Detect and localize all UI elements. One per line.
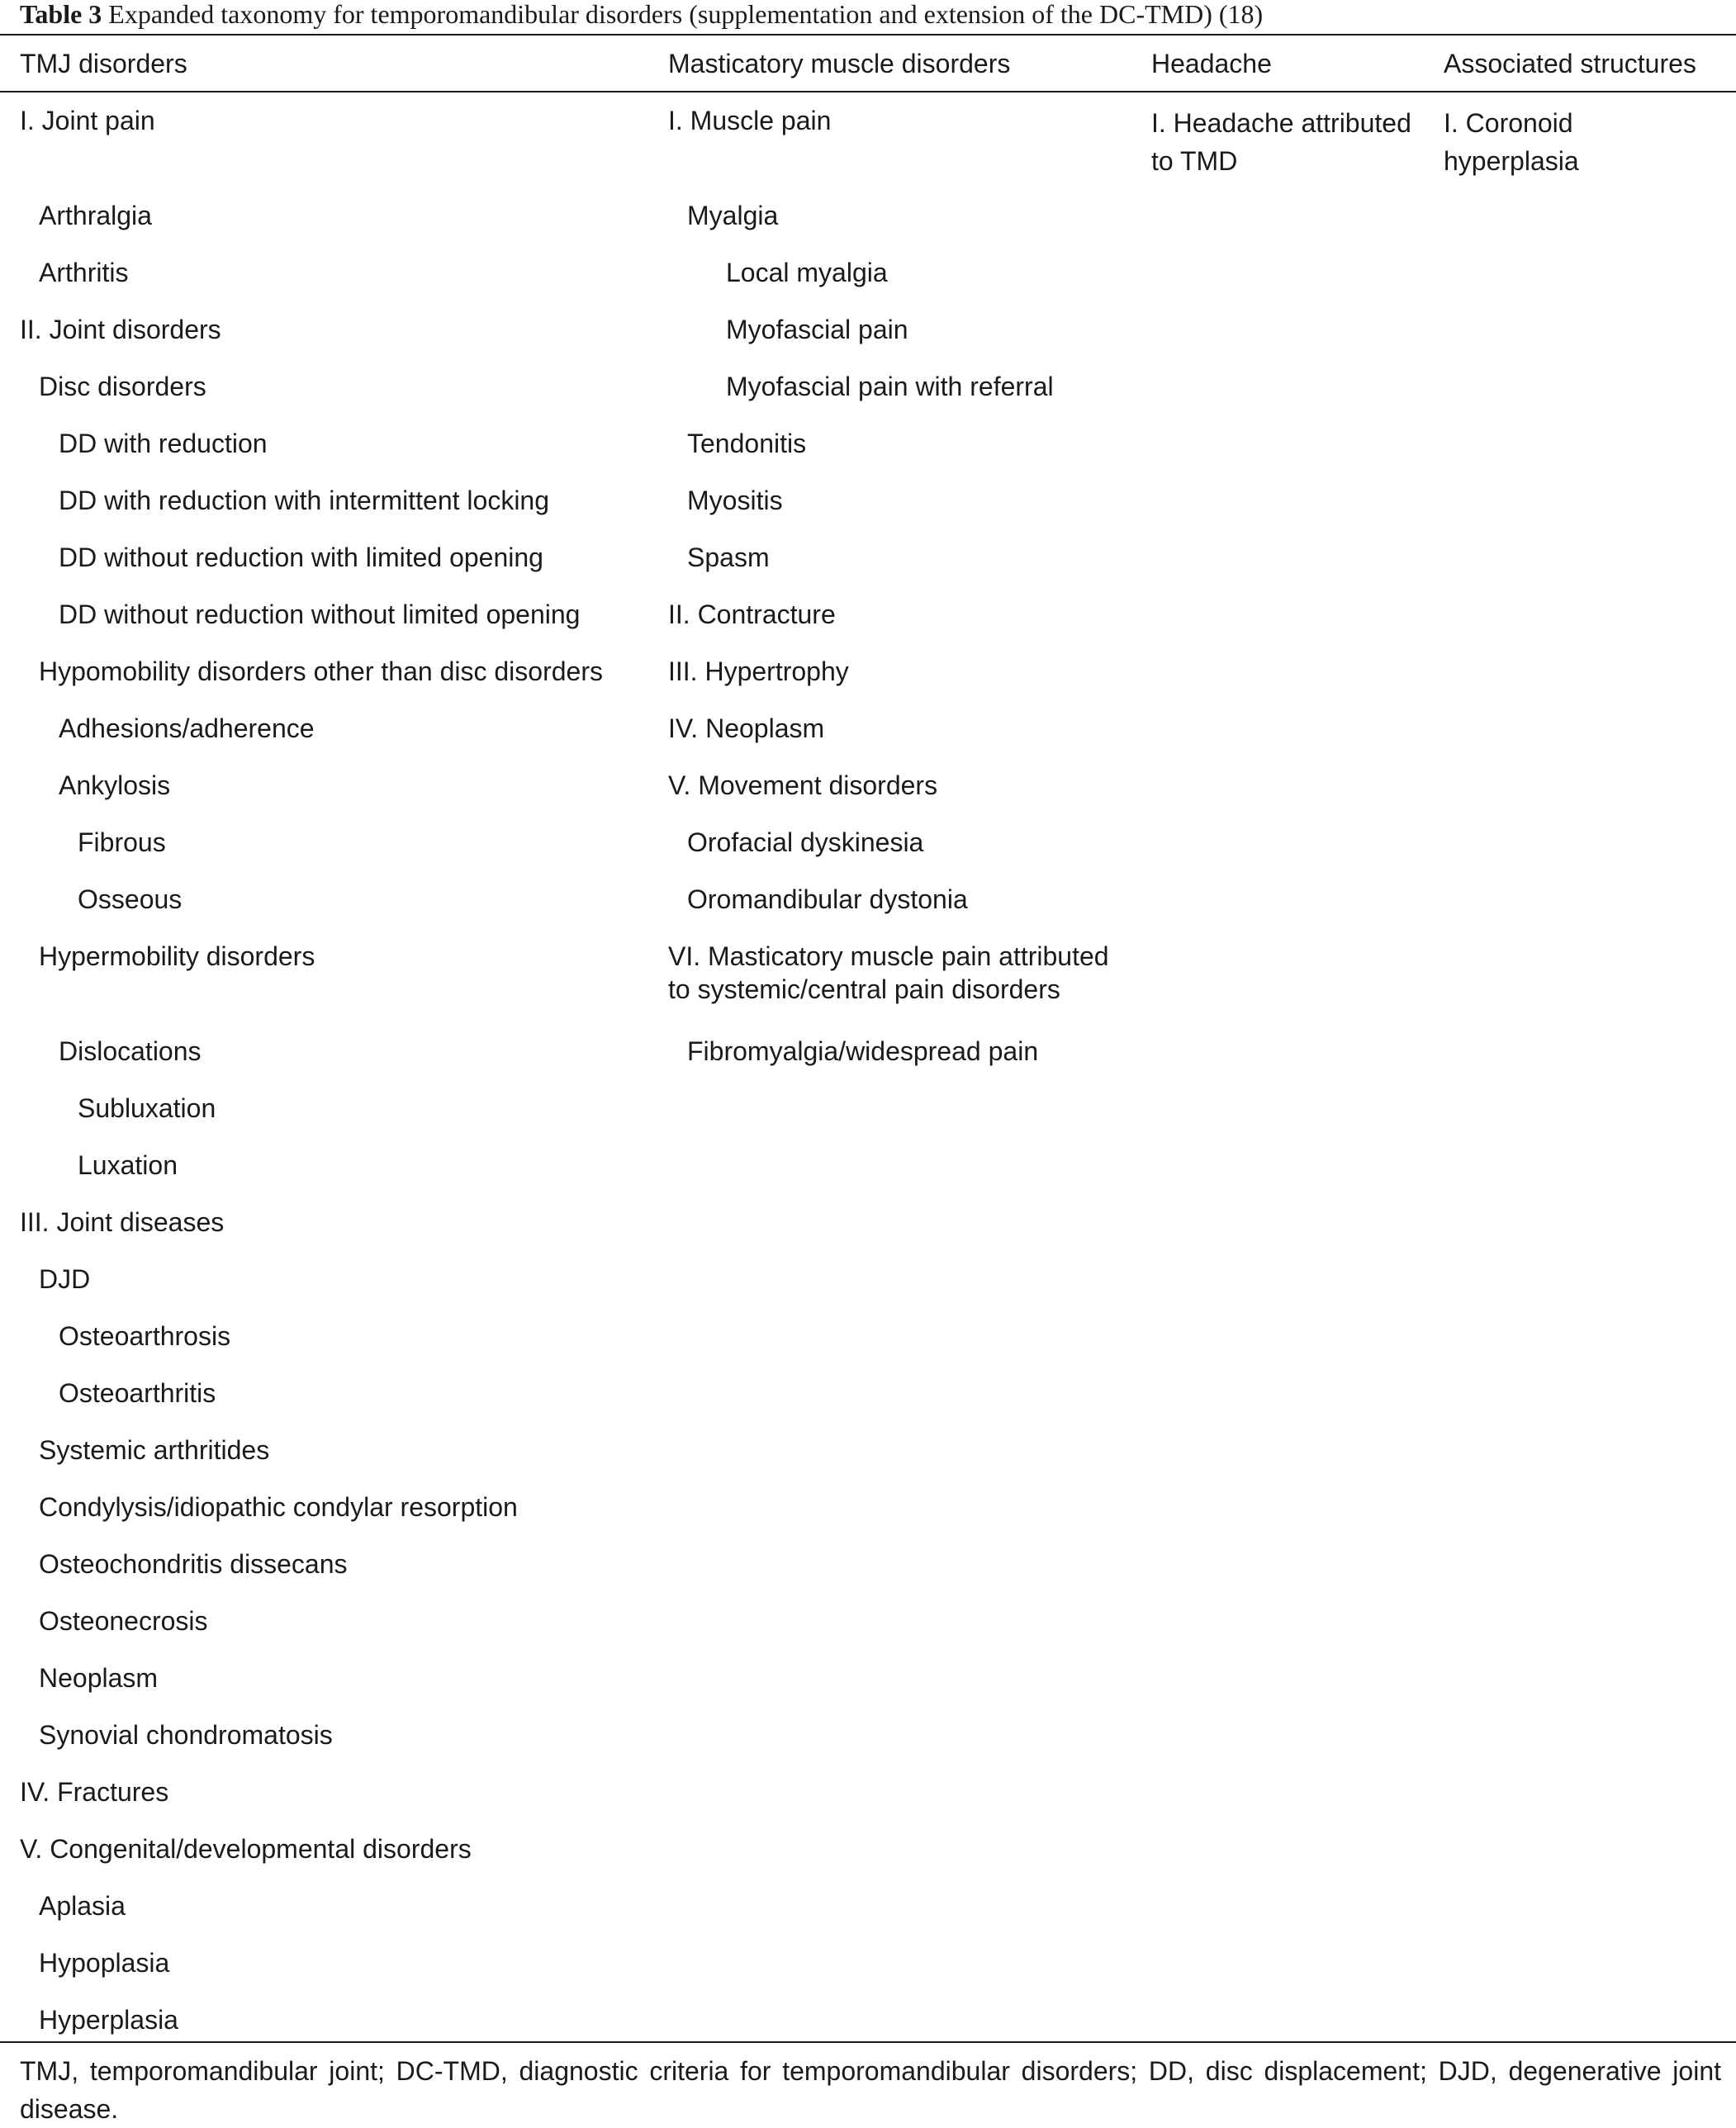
masticatory-muscle-disorders-column xyxy=(668,104,1131,1092)
tmj-disorder-item: DD with reduction xyxy=(59,429,268,458)
tmj-disorder-item: Disc disorders xyxy=(39,372,206,401)
top-rule xyxy=(0,34,1736,36)
masticatory-muscle-disorder-item: III. Hypertrophy xyxy=(668,656,849,686)
tmj-disorder-item: DD with reduction with intermittent locking xyxy=(59,486,550,515)
table-title: Expanded taxonomy for temporomandibular disorders (supplementation and extension of the DC-TMD) (18) xyxy=(108,0,1264,29)
tmj-disorder-item: Subluxation xyxy=(78,1093,216,1123)
masticatory-muscle-disorder-item: Fibromyalgia/widespread pain xyxy=(687,1036,1039,1066)
tmj-disorder-item: IV. Fractures xyxy=(20,1777,169,1807)
tmj-disorder-item: DD without reduction with limited opening xyxy=(59,543,543,572)
masticatory-muscle-disorder-item: Myositis xyxy=(687,486,783,515)
masticatory-muscle-disorder-item: Spasm xyxy=(687,543,770,572)
masticatory-muscle-disorder-item: Local myalgia xyxy=(726,258,888,287)
tmj-disorder-item: Hypoplasia xyxy=(39,1948,170,1978)
tmj-disorder-item: Hyperplasia xyxy=(39,2005,178,2035)
tmj-disorder-item: Luxation xyxy=(78,1150,178,1180)
tmj-disorders-column xyxy=(20,104,603,2060)
tmj-disorder-item: Fibrous xyxy=(78,827,166,857)
tmj-disorder-item: DJD xyxy=(39,1264,91,1294)
tmj-disorder-item: Osseous xyxy=(78,884,183,914)
tmj-disorder-item: II. Joint disorders xyxy=(20,315,221,344)
masticatory-muscle-disorder-item: I. Muscle pain xyxy=(668,106,832,135)
tmj-disorder-item: Aplasia xyxy=(39,1891,126,1921)
masticatory-muscle-disorder-item: II. Contracture xyxy=(668,600,836,629)
bottom-rule xyxy=(0,2041,1736,2043)
table-caption xyxy=(20,0,1263,28)
column-header-headache: Headache xyxy=(1151,49,1272,78)
tmj-disorder-item: I. Joint pain xyxy=(20,106,155,135)
associated-structures-line: hyperplasia xyxy=(1444,146,1579,176)
tmj-disorder-item: Condylysis/idiopathic condylar resorption xyxy=(39,1492,518,1522)
tmj-disorder-item: Hypomobility disorders other than disc disorders xyxy=(39,656,603,686)
associated-structures-line: I. Coronoid xyxy=(1444,108,1573,138)
associated-structures-cell xyxy=(1444,104,1579,180)
tmj-disorder-item: Systemic arthritides xyxy=(39,1435,270,1465)
masticatory-muscle-disorder-item: Tendonitis xyxy=(687,429,807,458)
tmj-disorder-item: Arthritis xyxy=(39,258,129,287)
header-rule xyxy=(0,91,1736,92)
headache-line: I. Headache attributed xyxy=(1151,108,1411,138)
headache-cell xyxy=(1151,104,1411,180)
tmj-disorder-item: Adhesions/adherence xyxy=(59,713,315,743)
tmj-disorder-item: Osteoarthritis xyxy=(59,1378,216,1408)
masticatory-muscle-disorder-item: Myofascial pain xyxy=(726,315,908,344)
tmj-disorder-item: Synovial chondromatosis xyxy=(39,1720,333,1750)
column-header-tmj-disorders: TMJ disorders xyxy=(20,49,187,78)
masticatory-muscle-disorder-item: Orofacial dyskinesia xyxy=(687,827,924,857)
masticatory-muscle-disorder-item: Oromandibular dystonia xyxy=(687,884,968,914)
tmj-disorder-item: Neoplasm xyxy=(39,1663,159,1693)
masticatory-muscle-disorder-item: Myalgia xyxy=(687,201,779,230)
tmj-disorder-item: Osteoarthrosis xyxy=(59,1321,231,1351)
table-footnote: TMJ, temporomandibular joint; DC-TMD, diagnostic criteria for temporomandibular disorders; DD, disc displacement; DJD, degenerative joint disease. xyxy=(20,2056,1721,2124)
headache-line: to TMD xyxy=(1151,146,1238,176)
tmj-disorder-item: DD without reduction without limited opening xyxy=(59,600,581,629)
column-header-masticatory-muscle-disorders: Masticatory muscle disorders xyxy=(668,49,1011,78)
masticatory-muscle-disorder-item: VI. Masticatory muscle pain attributed to systemic/central pain disorders xyxy=(668,941,1109,1004)
tmj-disorder-item: Ankylosis xyxy=(59,770,171,800)
tmj-disorder-item: Osteochondritis dissecans xyxy=(39,1549,348,1579)
tmj-disorder-item: Hypermobility disorders xyxy=(39,941,315,971)
column-header-associated-structures: Associated structures xyxy=(1444,49,1696,78)
masticatory-muscle-disorder-item: IV. Neoplasm xyxy=(668,713,825,743)
tmj-disorder-item: Dislocations xyxy=(59,1036,202,1066)
tmj-disorder-item: V. Congenital/developmental disorders xyxy=(20,1834,472,1864)
table-label: Table 3 xyxy=(20,0,102,29)
tmj-disorder-item: Arthralgia xyxy=(39,201,152,230)
tmj-disorder-item: III. Joint diseases xyxy=(20,1207,225,1237)
masticatory-muscle-disorder-item: Myofascial pain with referral xyxy=(726,372,1054,401)
masticatory-muscle-disorder-item: V. Movement disorders xyxy=(668,770,938,800)
tmj-disorder-item: Osteonecrosis xyxy=(39,1606,208,1636)
